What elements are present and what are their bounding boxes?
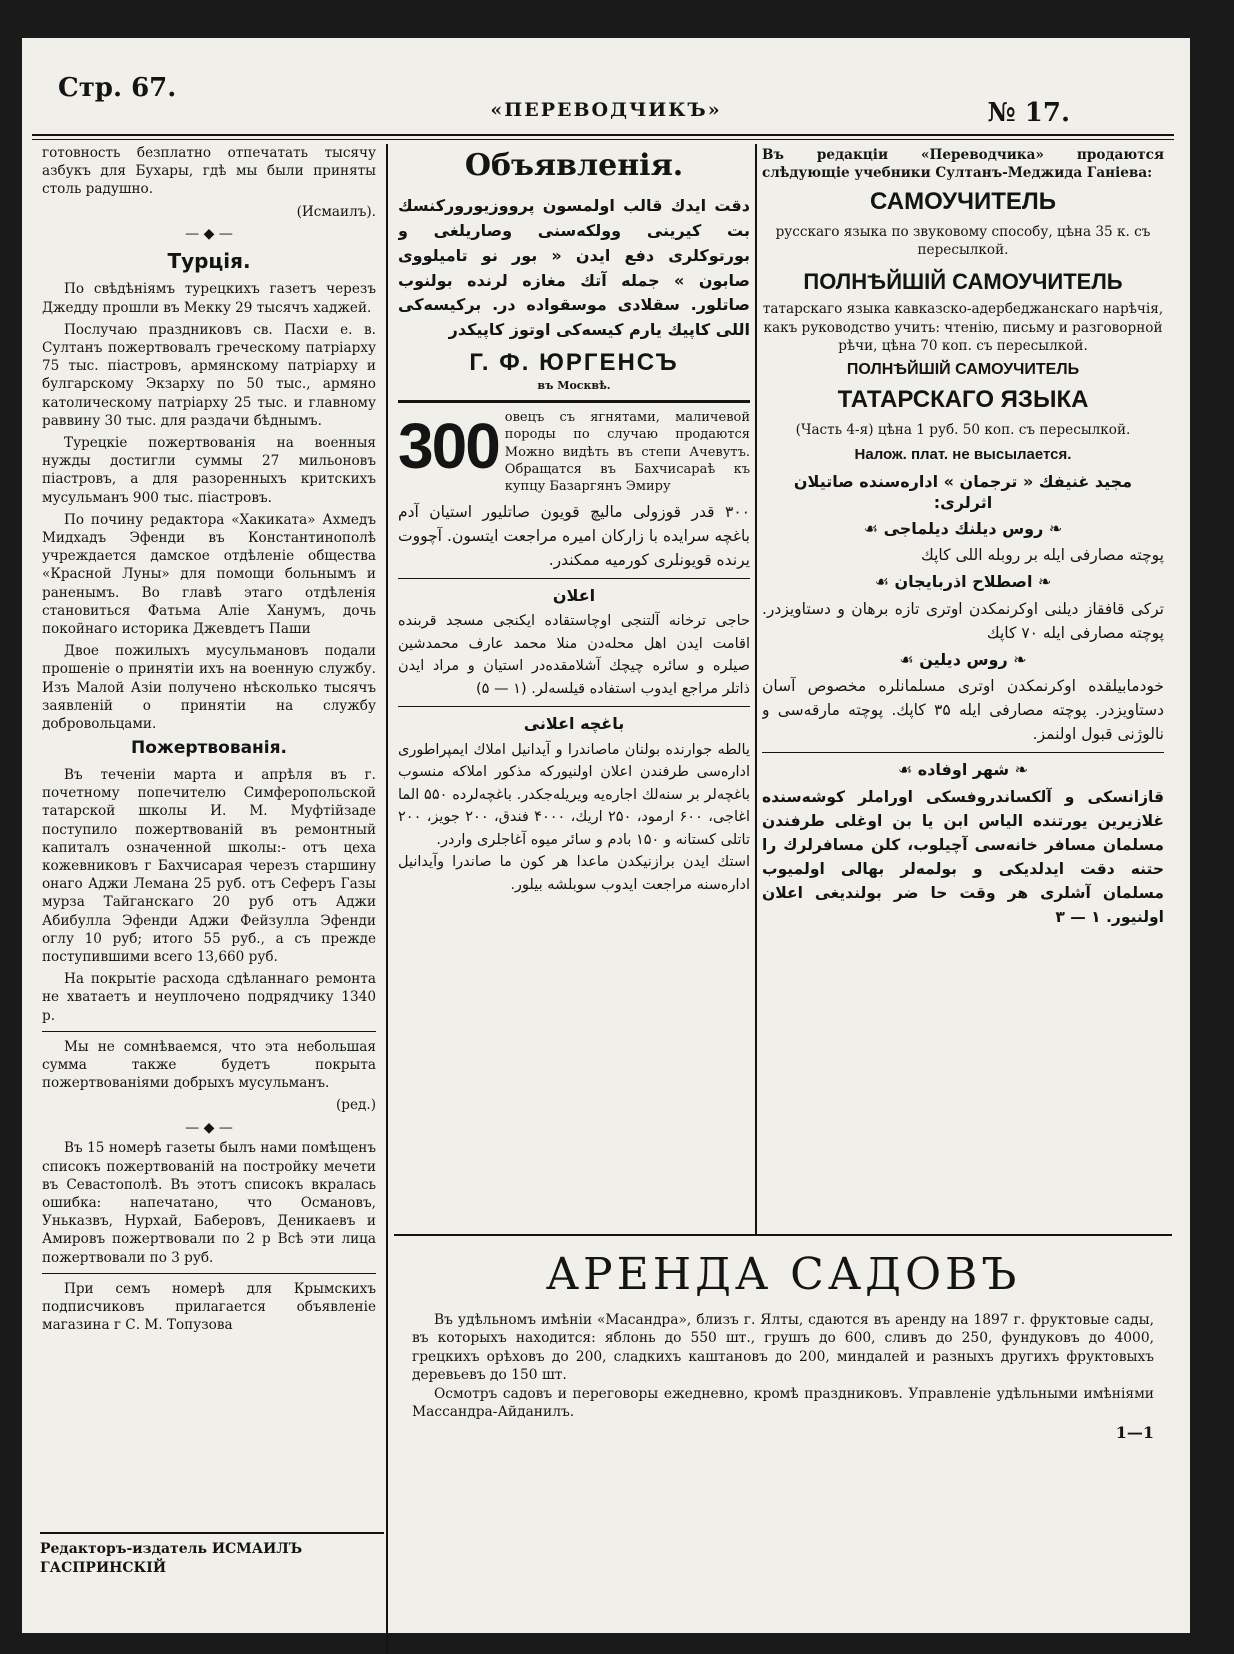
donations-paragraph: На покрытіе расхода сдѣланнаго ремонта не хватаетъ и неуплочено подрядчику 1340 р.	[42, 971, 376, 1024]
section-rule	[762, 752, 1164, 753]
tatar-books-intro: مجید غنیفك « ترجمان » اداره‌سنده صاتیلان اثرلری:	[793, 471, 1133, 513]
garden-text-2: استك ایدن برازنیكدن ماعدا هر كون ما صاندرا وآیدانیل اداره‌سنه مراجعت ایدوب سوبلشه بيلور.	[398, 854, 750, 893]
newspaper-page	[22, 38, 1190, 1633]
section-rule	[42, 1273, 376, 1274]
donations-heading: Пожертвованія.	[131, 738, 287, 759]
books-intro: Въ редакціи «Переводчика» продаются слѣдующіе учебники Султанъ-Меджида Ганіева:	[762, 147, 1164, 182]
top-signature: (Исмаилъ).	[296, 203, 376, 220]
page-header	[22, 38, 1190, 128]
hotel-heading-label: شهر اوفاده	[917, 760, 1010, 780]
issue-number: № 17.	[987, 98, 1070, 128]
header-rule	[32, 134, 1174, 136]
column-news	[42, 144, 376, 1564]
ornament-icon: ☙	[897, 760, 918, 780]
divider-ornament: — ◆ —	[185, 1119, 233, 1136]
hotel-heading	[762, 759, 1164, 780]
ornament-icon: ☙	[863, 518, 884, 538]
tatar-book1-label: روس دیلنك دیلماجی	[883, 518, 1044, 538]
turkey-paragraph: По почину редактора «Хакиката» Ахмедъ Мидхадъ Эфенди въ Константинополѣ учреждается дамское отдѣленіе общества «Красной Луны» для помощи больнымъ и раненымъ. Во главѣ этаго отдѣленія становиться Фатьма Аліе Ханумъ, дочь покойнаго историка Джевдетъ Паши	[42, 511, 376, 638]
sheep-number: 300	[398, 409, 499, 482]
notice-paragraph: При семъ номерѣ для Крымскихъ подписчиковъ прилагается объявленіе магазина г С. М. Топузова	[42, 1280, 376, 1334]
hotel-text: قازانسكی و آلكساندروفسكی اوراملر كوشه‌سنده غلازيرين يورتنده الياس ابن يا بن اوغلی طرفندن مسلمان مسافر خانه‌سی آچيلوب، كلن مسافرلرك را حتنه دقت ایدلديكی و بولمه‌لر بهالی اولميوب مسلمان آشلری هر وقت حا ضر بولندیغی اعلان اولنیور. ۱ — ۳	[762, 787, 1164, 926]
masthead: «ПЕРЕВОДЧИКЪ»	[490, 99, 722, 121]
section-rule	[42, 1031, 376, 1032]
soap-city: въ Москвѣ.	[537, 379, 611, 393]
editor-footer: Редакторъ-издатель ИСМАИЛЪ ГАСПРИНСКІЙ	[40, 1532, 384, 1578]
donations-paragraph: Въ теченіи марта и апрѣля въ г. почетному попечителю Симферопольской татарской школы И. М. Муфтійзаде поступило пожертвованій въ ремонтный капиталъ означенной школы:- отъ цеха кожевниковъ г Бахчисарая черезъ старшину онаго Аджи Лемана 25 руб. отъ Сеферъ Газы мурза Тайганскаго 20 руб отъ Аджи Абибулла Эфенди Аджи Фейзулла Эфенди оглу 10 руб; итого 55 руб., а съ прежде поступившими всего 13,660 руб.	[42, 767, 376, 966]
tatar-book2-desc: تركی قافقاز دیلنی اوكرنمكدن اوترى تازه برهان و دستاويزدر. پوچته مصارفی ایله ۷۰ كاپك	[762, 599, 1164, 642]
ornament-icon: ❧	[1007, 649, 1027, 669]
book3-title: ТАТАРСКАГО ЯЗЫКА	[837, 386, 1089, 414]
ornament-icon: ❧	[1043, 518, 1063, 538]
sheep-ad	[398, 409, 750, 572]
top-text: готовность безплатно отпечатать тысячу азбукъ для Бухары, гдѣ мы были приняты столь радушно.	[42, 145, 376, 198]
page-number: Стр. 67.	[58, 73, 177, 103]
tatar-book3-title	[762, 649, 1164, 670]
sheep-ad-tatar: ۳۰۰ قدر قوزولی مالیچ قویون صاتلیور استیان آدم باغچه سرایده با زاركان امیره مراجعت ایتسون. آچووت یرنده قویونلری كورمیه ممكندر.	[398, 502, 750, 569]
ad-rule	[398, 578, 750, 579]
turkey-heading: Турція.	[167, 248, 251, 273]
column-divider-2	[755, 144, 757, 1234]
divider-ornament: — ◆ —	[185, 225, 233, 242]
tatar-book1-title	[762, 518, 1164, 539]
ilan-text: حاجی ترخانه آلتنجی اوچاستقاده ایكنجی مسجد قربنده اقامت ایدن اهل محله‌دن منلا محمد عارف محمدشین صیلره و سائره چیچك آشلامقده‌در استیان و مراد ایدن ذاتلر مراجع ايدوب استفاده قيلسه‌لر. (۱ — ۵)	[398, 613, 750, 697]
editor-signature: (ред.)	[335, 1097, 376, 1114]
column-advertisements	[398, 146, 750, 1228]
tatar-book2-title	[762, 571, 1164, 592]
garden-lease-title: АРЕНДА САДОВЪ	[545, 1249, 1021, 1300]
column-books	[762, 146, 1164, 1228]
soap-ad-text: دقت ایدك قالب اولمسون پرووزیوروركنسك بت كیرینی وولكه‌سنی وصاریلغی و بورتوكلری دفع ایدن « بور نو تاميلووی صابون » جمله آتك مغازه لرنده بولنوب صاتلور. سقلادی موسقواده در. بركیسه‌كی اللی كاپیك یارم كیسه‌كی اوتوز كاپیكدر	[398, 196, 750, 340]
column-divider-1	[386, 144, 388, 1654]
ornament-icon: ☙	[874, 572, 895, 592]
tatar-book1-price: پوچته مصارفی ایله بر روبله اللی كاپك	[921, 546, 1164, 565]
tatar-book2-label: اصطلاح اذربایجان	[894, 572, 1033, 592]
garden-lease-mark: 1—1	[1115, 1422, 1154, 1442]
cod-notice: Налож. плат. не высылается.	[854, 445, 1072, 463]
book2-desc: татарскаго языка кавказско-адербеджанскаго нарѣчія, какъ руководство учить: чтенію, письму и разговорной рѣчи, цѣна 70 коп. съ пересылкой.	[762, 301, 1164, 354]
errata-paragraph: Въ 15 номерѣ газеты былъ нами помѣщенъ списокъ пожертвованій на постройку мечети въ Севастополѣ. Въ этотъ списокъ вкралась ошибка: напечатано, что Османовъ, Уньказвъ, Нурхай, Баберовъ, Деникаевъ и Амировъ пожертвовали по 2 р Всѣ эти лица пожертвовали по 3 руб.	[42, 1140, 376, 1266]
tatar-book3-desc: خودمابیلقده اوكرنمكدن اوترى مسلمانلره مخصوص آسان دستاويزدر. پوچته مصارفی ایله ۳۵ كاپك. پوچته مارقه‌سی و نالوژنی قبول اولنمز.	[762, 677, 1164, 744]
tatar-book3-label: روس دیلین	[919, 649, 1008, 669]
garden-lease-text: Въ удѣльномъ имѣніи «Масандра», близъ г. Ялты, сдаются въ аренду на 1897 г. фруктовые сады, въ которыхъ находится: яблонь до 550 шт., грушъ до 600, сливъ до 250, фундуковъ до 4000, грецкихъ орѣховъ до 200, сладкихъ каштановъ до 200, миндалей и разныхъ другихъ фруктовыхъ деревьевъ до 150 шт.	[412, 1311, 1154, 1384]
turkey-paragraph: Турецкіе пожертвованія на военныя нужды достигли суммы 27 мильоновъ піастровъ, а для разоренныхъ критскихъ мусульманъ 900 тыс. піастровъ.	[42, 434, 376, 506]
turkey-paragraph: Двое пожилыхъ мусульмановъ подали прошеніе о принятіи ихъ на военную службу. Изъ Малой Азіи получено нѣсколько тысячъ заявленій о принятіи на службу добровольцами.	[42, 643, 376, 733]
ads-heading: Объявленія.	[464, 148, 684, 183]
donations-paragraph: Мы не сомнѣваемся, что эта небольшая сумма также будетъ покрыта пожертвованіями добрыхъ мусульманъ.	[42, 1038, 376, 1092]
book1-title: САМОУЧИТЕЛЬ	[870, 188, 1056, 216]
sheep-ad-text: овецъ съ ягнятами, маличевой породы по случаю продаются Можно видѣть въ степи Ачевутъ. Обращатся въ Бахчисараѣ къ купцу Базаргянъ Эмиру	[504, 409, 750, 495]
ad-rule	[398, 400, 750, 403]
garden-lease-ad	[394, 1234, 1172, 1506]
ornament-icon: ☙	[899, 649, 920, 669]
book3-line: ПОЛНѢЙШІЙ САМОУЧИТЕЛЬ	[846, 361, 1080, 379]
ad-rule	[398, 706, 750, 707]
turkey-paragraph: Послучаю праздниковъ св. Пасхи е. в. Султанъ пожертвовалъ греческому патріарху 75 тыс. піастровъ, армянскому патріарху и булгарскому Экзарху по 50 тыс., армяно католическому патріарху 25 тыс. и главному раввину 30 тыс. для раздачи бѣднымъ.	[42, 321, 376, 429]
book3-desc: (Часть 4-я) цѣна 1 руб. 50 коп. съ пересылкой.	[795, 421, 1131, 438]
ornament-icon: ❧	[1032, 572, 1052, 592]
soap-vendor: Г. Ф. ЮРГЕНСЪ	[469, 348, 679, 376]
garden-heading: باغچه اعلانی	[523, 714, 625, 734]
garden-lease-text: Осмотръ садовъ и переговоры ежедневно, кромѣ праздниковъ. Управленіе удѣльными имѣніями Массандра-Айданилъ.	[412, 1385, 1154, 1421]
book1-desc: русскаго языка по звуковому способу, цѣна 35 к. съ пересылкой.	[775, 223, 1151, 258]
header-rule-thin	[32, 139, 1174, 140]
ornament-icon: ❧	[1009, 760, 1029, 780]
garden-text: یالطه جوارنده بولنان ماصاندرا و آیدانیل املاك ایمپراطوری اداره‌سی طرفندن اعلان اولنیوركه مذكور املاكه منسوب باغچه‌لر بر سنه‌لك اجاره‌يه ويريله‌جكدر. باغچه‌لرده ۵۵۰ الما اغاجی، ۶۰۰ ارمود، ۲۵۰ اریك، ۴۰۰۰ فندق، ۲۰۰ جویز، ۲۰۰ تاتلی كستانه و ۱۵۰ بادم و سائر میوه آغاجلری واردر.	[398, 741, 750, 848]
turkey-paragraph: По свѣдѣніямъ турецкихъ газетъ черезъ Джедду прошли въ Мекку 29 тысячъ хаджей.	[42, 281, 376, 316]
ilan-heading: اعلان	[552, 585, 596, 605]
book2-title: ПОЛНѢЙШІЙ САМОУЧИТЕЛЬ	[803, 268, 1123, 294]
